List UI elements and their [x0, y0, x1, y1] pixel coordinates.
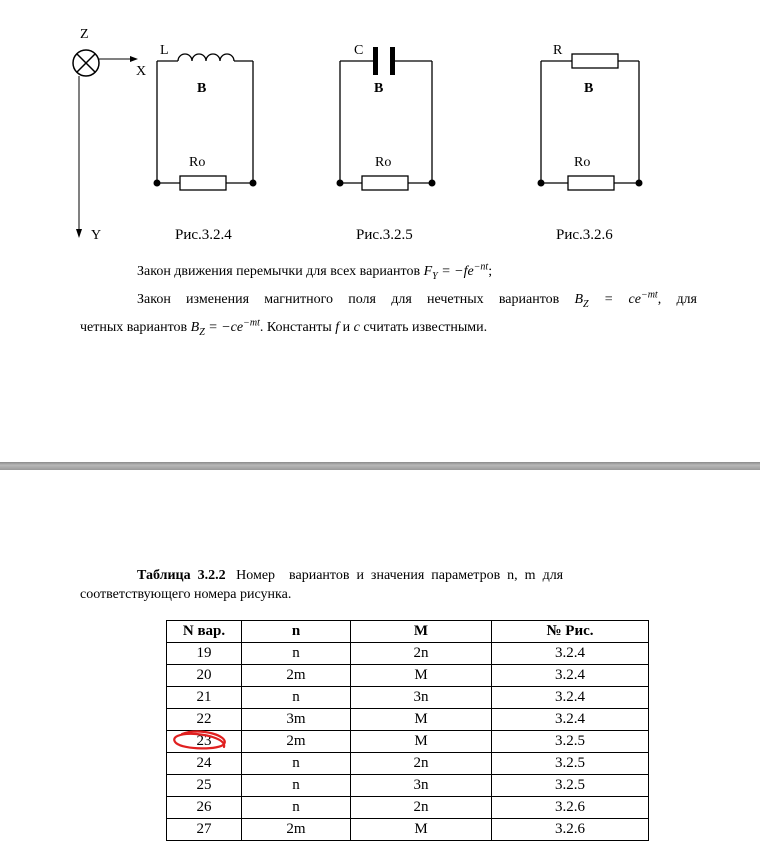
header-n: n: [242, 621, 351, 643]
field-law-line: Закон изменения магнитного поля для нечетных вариантов $B_Z = ce^{-mt}$, для: [137, 289, 697, 310]
table-caption: Таблица 3.2.2 Номер вариантов и значения параметров n, m для соответствующего номера рисунка.: [80, 568, 564, 602]
table-row: 24 n 2n 3.2.5: [167, 753, 649, 775]
element-label: R: [553, 43, 563, 58]
resistor-ro-icon: [362, 176, 408, 190]
table-row: 21 n 3n 3.2.4: [167, 687, 649, 709]
field-label: B: [584, 81, 594, 96]
resistor-label: Ro: [375, 155, 392, 170]
field-label: B: [374, 81, 384, 96]
circuit-figure: [0, 0, 760, 250]
resistor-r-icon: [572, 54, 618, 68]
field-label: B: [197, 81, 207, 96]
y-arrow-icon: [76, 229, 82, 238]
figure-caption-1: Рис.3.2.4: [175, 227, 232, 243]
table-row: 26 n 2n 3.2.6: [167, 797, 649, 819]
circuit-resistor: [538, 43, 643, 190]
table-row-highlighted: 23 2m M 3.2.5: [167, 731, 649, 753]
figure-caption-3: Рис.3.2.6: [556, 227, 613, 243]
resistor-ro-icon: [568, 176, 614, 190]
page-separator: [0, 462, 760, 470]
header-figure: № Рис.: [492, 621, 649, 643]
table-row: 22 3m M 3.2.4: [167, 709, 649, 731]
resistor-label: Ro: [189, 155, 206, 170]
circuit-inductor: [154, 43, 257, 190]
table-row: 25 n 3n 3.2.5: [167, 775, 649, 797]
x-arrow-icon: [130, 56, 138, 62]
element-label: C: [354, 43, 364, 58]
header-m: M: [351, 621, 492, 643]
highlight-loop: [174, 731, 225, 748]
table-header-row: [167, 621, 649, 643]
table-row: 27 2m M 3.2.6: [167, 819, 649, 841]
variants-table: [166, 620, 649, 841]
element-label: L: [160, 43, 169, 58]
axis-z-label: Z: [80, 27, 89, 42]
table-row: 19 n 2n 3.2.4: [167, 643, 649, 665]
highlight-scribble: [166, 728, 236, 754]
axis-x-label: X: [136, 64, 147, 79]
resistor-label: Ro: [574, 155, 591, 170]
table-row: 20 2m M 3.2.4: [167, 665, 649, 687]
inductor-icon: [178, 54, 234, 61]
motion-law-line: Закон движения перемычки для всех вариантов $F_Y = -fe^{-nt}$;: [137, 261, 493, 282]
resistor-ro-icon: [180, 176, 226, 190]
field-law-line-2: четных вариантов $B_Z = -ce^{-mt}$. Константы f и c считать известными.: [80, 317, 488, 338]
circuit-capacitor: [337, 43, 436, 190]
capacitor-icon: [373, 47, 378, 75]
header-variant: N вар.: [167, 621, 242, 643]
axes: [73, 27, 146, 243]
axis-y-label: Y: [91, 228, 102, 243]
figure-caption-2: Рис.3.2.5: [356, 227, 413, 243]
